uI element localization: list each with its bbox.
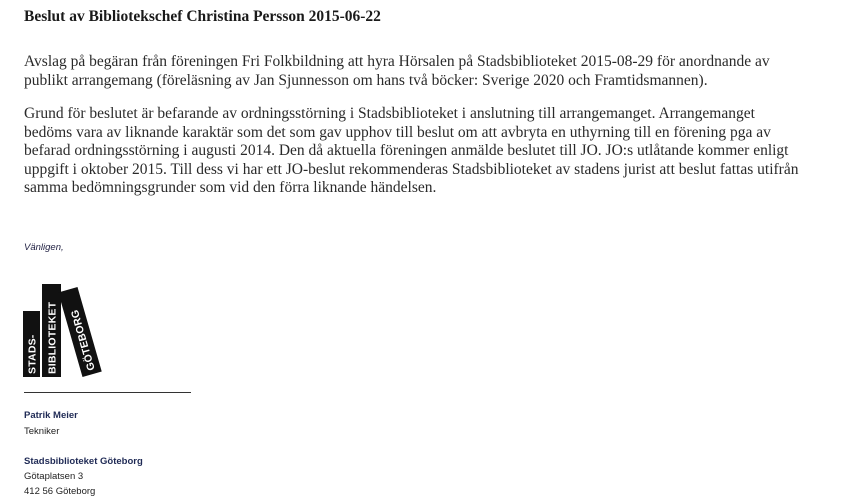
paragraph-line: publikt arrangemang (föreläsning av Jan Sjunnesson om hans två böcker: Sverige 2020 och Framtidsmannen). — [24, 71, 708, 89]
signature-postal-city: 412 56 Göteborg — [24, 486, 96, 497]
paragraph-line: befarad ordningsstörning i augusti 2014. Den då aktuella föreningen anmälde beslutet till JO. JO:s utlåtande kommer enligt — [24, 142, 789, 159]
paragraph-line: Grund för beslutet är befarande av ordningsstörning i Stadsbiblioteket i anslutning till arrangemanget. Arrangemanget — [24, 105, 755, 122]
paragraph-decision — [24, 53, 834, 90]
paragraph-line: uppgift i oktober 2015. Till dess vi har ett JO-beslut rekommenderas Stadsbiblioteket av stadens jurist att beslut fattas utifrån — [24, 160, 799, 178]
signature-role: Tekniker — [24, 426, 60, 437]
logo-text-left: STADS- — [26, 334, 39, 374]
paragraph-line: Avslag på begäran från föreningen Fri Folkbildning att hyra Hörsalen på Stadsbiblioteket 2015-08-29 för anordnande av — [24, 53, 770, 70]
greeting: Vänligen, — [24, 242, 64, 253]
paragraph-line: samma bedömningsgrunder som vid den förra liknande händelsen. — [24, 179, 437, 196]
logo-text-right: GÖTEBORG — [68, 308, 98, 372]
signature-organization: Stadsbiblioteket Göteborg — [24, 456, 143, 467]
document-title: Beslut av Bibliotekschef Christina Persson 2015-06-22 — [24, 8, 381, 25]
logo-text-middle: BIBLIOTEKET — [46, 301, 59, 374]
paragraph-grounds — [24, 105, 834, 198]
signature-street: Götaplatsen 3 — [24, 471, 84, 482]
signature-name: Patrik Meier — [24, 410, 78, 421]
paragraph-line: bedöms vara av liknande karaktär som det som gav upphov till beslut om att avbryta en uthyrning till en förening pga av — [24, 123, 771, 141]
stadsbiblioteket-logo — [22, 283, 114, 379]
signature-divider — [24, 392, 191, 393]
